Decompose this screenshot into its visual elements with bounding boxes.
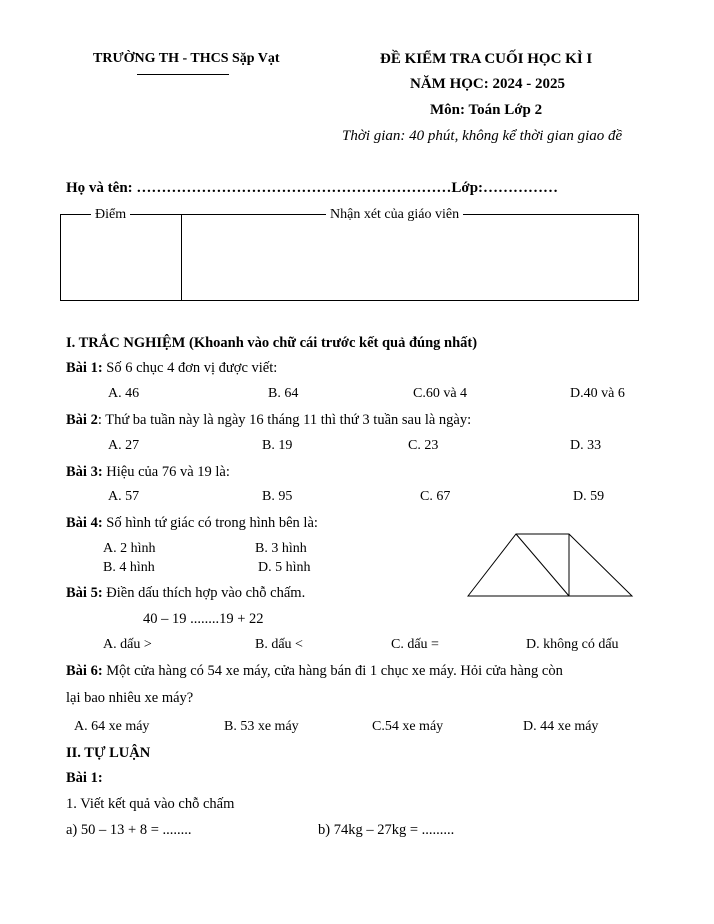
q2-option-a: A. 27 [108,438,140,453]
question-3 [66,464,230,481]
q4-option-b: B. 3 hình [255,541,307,556]
q2-text: : Thứ ba tuần này là ngày 16 tháng 11 thì thứ 3 tuần sau là ngày: [97,412,472,428]
q3-label: Bài 3: [66,464,103,480]
school-name: TRƯỜNG TH - THCS Sặp Vạt [93,51,280,66]
question-6 [66,663,563,680]
subject-line: Môn: Toán Lớp 2 [430,102,543,118]
q6-option-a: A. 64 xe máy [74,719,150,734]
q1-text: Số 6 chục 4 đơn vị được viết: [102,360,278,376]
figure-diagonal-line [516,534,569,596]
school-underline [137,74,229,75]
q6-option-b: B. 53 xe máy [224,719,299,734]
score-box [60,207,639,301]
q3-option-d: D. 59 [573,489,605,504]
q5-text: Điền dấu thích hợp vào chỗ chấm. [102,585,306,601]
question-5 [66,585,305,602]
q2-option-d: D. 33 [570,438,602,453]
q6-option-c: C.54 xe máy [372,719,444,734]
q5-option-d: D. không có dấu [526,637,619,652]
question-1 [66,360,277,377]
section1-title: I. TRẮC NGHIỆM (Khoanh vào chữ cái trước kết quả đúng nhất) [66,335,478,351]
question-4 [66,515,318,532]
section2-bai1: Bài 1: [66,770,103,786]
quadrilateral-figure [466,532,634,598]
q1-option-a: A. 46 [108,386,140,401]
q4-option-a: A. 2 hình [103,541,156,556]
q4-label: Bài 4: [66,515,103,531]
question-2 [66,412,471,429]
section2-title: II. TỰ LUẬN [66,745,151,761]
q6-label: Bài 6: [66,663,103,679]
q6-option-d: D. 44 xe máy [523,719,599,734]
q5-option-b: B. dấu < [255,637,303,652]
q6-text: Một cửa hàng có 54 xe máy, cửa hàng bán đi 1 chục xe máy. Hỏi cửa hàng còn [102,663,563,679]
q3-option-c: C. 67 [420,489,451,504]
q3-text: Hiệu của 76 và 19 là: [102,464,230,480]
q1-option-d: D.40 và 6 [570,386,625,401]
q5-option-c: C. dấu = [391,637,439,652]
q5-label: Bài 5: [66,585,103,601]
q4-option-d: D. 5 hình [258,560,311,575]
q5-option-a: A. dấu > [103,637,152,652]
school-year: NĂM HỌC: 2024 - 2025 [410,76,565,92]
score-label: Điểm [91,207,130,223]
q4-text: Số hình tứ giác có trong hình bên là: [102,515,318,531]
student-name-line: Họ và tên: ………………………………………………………Lớp:…………… [66,180,559,196]
q4-option-c: B. 4 hình [103,560,155,575]
section2-item1-b: b) 74kg – 27kg = ......... [318,822,455,838]
q2-option-b: B. 19 [262,438,293,453]
teacher-comment-label: Nhận xét của giáo viên [326,207,463,223]
q3-option-a: A. 57 [108,489,140,504]
q6-text-line2: lại bao nhiêu xe máy? [66,690,194,706]
q2-label: Bài 2 [66,412,98,428]
score-divider [181,215,182,300]
q1-option-c: C.60 và 4 [413,386,468,401]
section2-item1-a: a) 50 – 13 + 8 = ........ [66,822,192,838]
duration-line: Thời gian: 40 phút, không kể thời gian giao đề [342,128,623,144]
figure-trapezoid-outline [468,534,632,596]
exam-title: ĐỀ KIỂM TRA CUỐI HỌC KÌ I [380,51,593,67]
section2-item1: 1. Viết kết quả vào chỗ chấm [66,796,235,812]
q5-expression: 40 – 19 ........19 + 22 [143,611,264,627]
q3-option-b: B. 95 [262,489,293,504]
q2-option-c: C. 23 [408,438,439,453]
q1-option-b: B. 64 [268,386,299,401]
q1-label: Bài 1: [66,360,103,376]
